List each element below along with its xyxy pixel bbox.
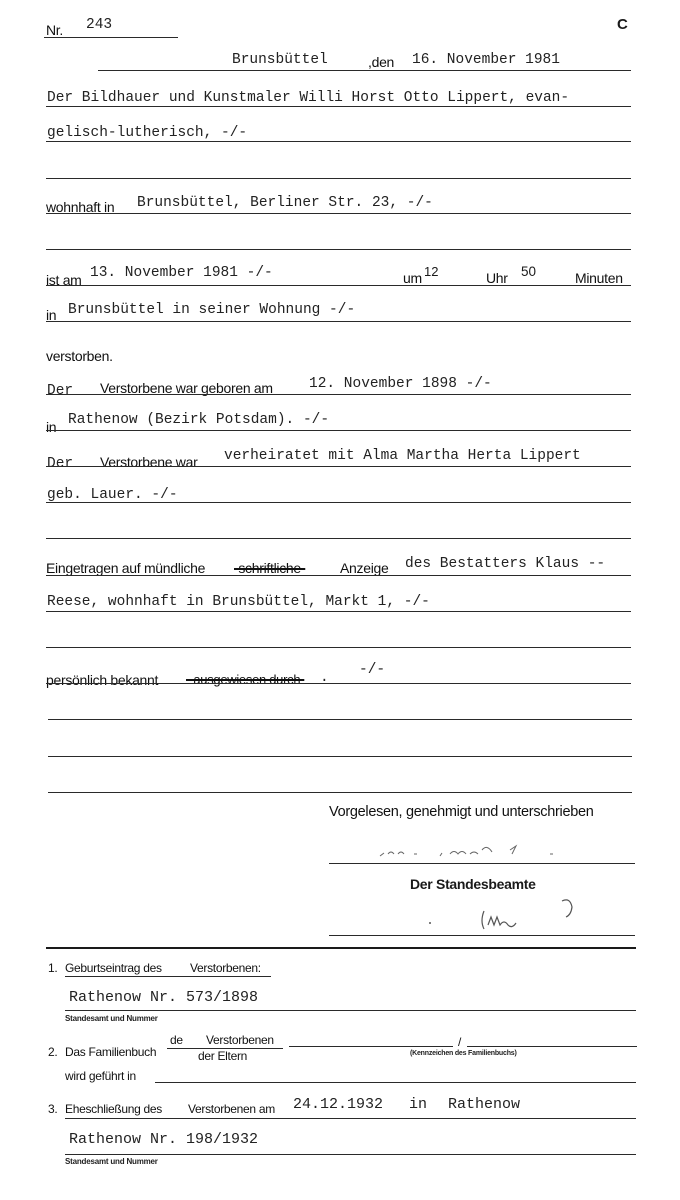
item-3-caption: Standesamt und Nummer xyxy=(65,1157,158,1166)
date-line xyxy=(98,70,631,71)
verstorben-label: verstorben. xyxy=(46,348,113,364)
item-1-underline xyxy=(65,976,271,977)
birth-label: Verstorbene war geboren am xyxy=(100,380,273,396)
rule xyxy=(46,647,631,648)
rule xyxy=(155,1082,636,1083)
nr-line xyxy=(44,37,178,38)
known-end[interactable]: . xyxy=(320,670,329,686)
known-label: persönlich bekannt xyxy=(46,672,159,688)
known-mark[interactable]: -/- xyxy=(359,662,386,678)
registrar-label: Der Standesbeamte xyxy=(410,876,536,892)
item-2-id-line-a xyxy=(289,1046,453,1047)
item-2-number: 2. xyxy=(48,1045,58,1059)
form-letter: C xyxy=(617,16,628,33)
rule xyxy=(48,756,632,757)
item-2-caption: (Kennzeichen des Familienbuchs) xyxy=(410,1050,517,1057)
item-3-value[interactable]: Rathenow Nr. 198/1932 xyxy=(69,1131,259,1148)
marriage-value-2[interactable]: geb. Lauer. -/- xyxy=(47,487,178,503)
hour-value[interactable]: 12 xyxy=(424,264,439,279)
rule xyxy=(46,249,631,250)
rule xyxy=(46,213,631,214)
item-3-label-2: Verstorbenen am xyxy=(188,1102,275,1116)
section-divider xyxy=(46,947,636,949)
registration-value-2[interactable]: Reese, wohnhaft in Brunsbüttel, Markt 1, -/- xyxy=(47,594,430,610)
birth-date-value[interactable]: 12. November 1898 -/- xyxy=(309,376,492,392)
signature-line-2 xyxy=(329,935,635,936)
item-2-frac-bottom: der Eltern xyxy=(198,1049,248,1063)
minutes-value[interactable]: 50 xyxy=(521,264,537,279)
marriage-der-label: Der xyxy=(47,456,74,472)
uhr-label: Uhr xyxy=(486,270,508,286)
rule xyxy=(46,178,631,179)
item-3-place[interactable]: Rathenow xyxy=(448,1096,521,1113)
registration-label-1: Eingetragen auf mündliche xyxy=(46,560,206,576)
item-1-caption: Standesamt und Nummer xyxy=(65,1014,158,1023)
signature-line-1 xyxy=(329,863,635,864)
registration-strike-1: -schriftliche- xyxy=(234,560,306,576)
death-date-label: ist am xyxy=(46,272,82,288)
marriage-label: Verstorbene war xyxy=(100,454,198,470)
read-approved-label: Vorgelesen, genehmigt und unterschrieben xyxy=(329,804,594,820)
minuten-label: Minuten xyxy=(575,270,623,286)
um-label: um xyxy=(403,270,422,286)
item-2-label: Das Familienbuch xyxy=(65,1045,157,1059)
deceased-line-2[interactable]: gelisch-lutherisch, -/- xyxy=(47,125,248,141)
rule xyxy=(48,719,632,720)
registrar-signature xyxy=(420,895,580,933)
item-1-number: 1. xyxy=(48,961,58,975)
rule xyxy=(46,575,631,576)
item-2-id-line-b xyxy=(467,1046,637,1047)
item-1-label: Geburtseintrag des xyxy=(65,961,162,975)
rule xyxy=(65,1154,636,1155)
rule xyxy=(46,466,631,467)
birth-place-value[interactable]: Rathenow (Bezirk Potsdam). -/- xyxy=(68,412,330,428)
item-2-slash: / xyxy=(458,1035,462,1049)
rule xyxy=(46,502,631,503)
death-place-value[interactable]: Brunsbüttel in seiner Wohnung -/- xyxy=(68,302,356,318)
item-3-in[interactable]: in xyxy=(409,1096,428,1113)
marriage-value-1[interactable]: verheiratet mit Alma Martha Herta Lippert xyxy=(224,448,581,464)
death-date-value[interactable]: 13. November 1981 -/- xyxy=(90,265,273,281)
registration-value-1[interactable]: des Bestatters Klaus -- xyxy=(405,556,606,572)
rule xyxy=(46,285,631,286)
item-3-date[interactable]: 24.12.1932 xyxy=(293,1096,384,1113)
item-2-frac-top-b: Verstorbenen xyxy=(206,1033,274,1047)
deceased-line-1[interactable]: Der Bildhauer und Kunstmaler Willi Horst Otto Lippert, evan- xyxy=(47,90,570,106)
item-2-frac-top-a: de xyxy=(170,1033,183,1047)
item-1-label-2: Verstorbenen: xyxy=(190,961,261,975)
place-value[interactable]: Brunsbüttel xyxy=(232,52,328,68)
registration-label-2: Anzeige xyxy=(340,560,389,576)
date-value[interactable]: 16. November 1981 xyxy=(412,52,560,68)
date-label: ,den xyxy=(368,54,395,70)
witness-signature xyxy=(370,832,600,862)
residence-label: wohnhaft in xyxy=(46,199,115,215)
rule xyxy=(46,321,631,322)
rule xyxy=(46,394,631,395)
nr-value[interactable]: 243 xyxy=(86,17,113,33)
rule xyxy=(46,683,631,684)
birth-der-label: Der xyxy=(47,383,74,399)
item-3-label: Eheschließung des xyxy=(65,1102,162,1116)
birth-place-label: in xyxy=(46,419,57,435)
rule xyxy=(46,538,631,539)
rule xyxy=(46,141,631,142)
death-place-label: in xyxy=(46,307,57,323)
residence-value[interactable]: Brunsbüttel, Berliner Str. 23, -/- xyxy=(137,195,433,211)
item-2-line-2: wird geführt in xyxy=(65,1069,136,1083)
rule xyxy=(46,106,631,107)
rule xyxy=(46,611,631,612)
item-3-number: 3. xyxy=(48,1102,58,1116)
item-1-value[interactable]: Rathenow Nr. 573/1898 xyxy=(69,989,259,1006)
rule xyxy=(65,1010,636,1011)
nr-label: Nr. xyxy=(46,22,63,38)
rule xyxy=(65,1118,636,1119)
known-strike: - ausgewiesen durch- xyxy=(186,672,305,687)
rule xyxy=(46,430,631,431)
rule xyxy=(48,792,632,793)
